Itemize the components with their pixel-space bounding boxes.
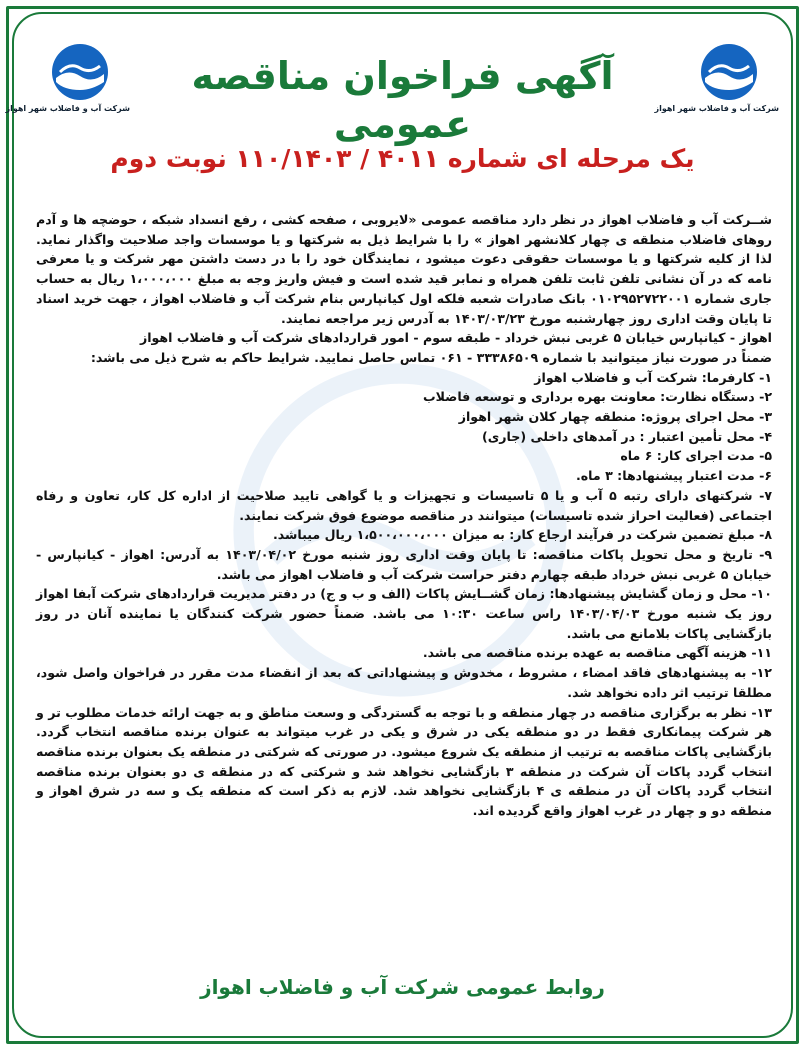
condition-item: ۴- محل تأمین اعتبار : در آمدهای داخلی (جاری) xyxy=(481,428,772,444)
contact-line: ضمناً در صورت نیاز میتوانید با شماره ۳۳۳۸۶۵۰۹ - ۰۶۱ تماس حاصل نمایید. شرایط حاکم به شرح ذیل می باشد: xyxy=(90,349,772,365)
water-logo-icon xyxy=(699,42,759,102)
condition-item: ۱۰- محل و زمان گشایش پیشنهادها: زمان گشــایش پاکات (الف و ب و ج) در دفتر مدیریت قراردادهای شرکت آبفا اهواز روز یک شنبه مورخ ۱۴۰۳/۰۴/۰۳ راس ساعت ۱۰:۳۰ می باشد. ضمناً حضور شرکت کنندگان یا نماینده آنان در روز بازگشایی پاکات بلامانع می باشد. xyxy=(36,586,772,641)
company-logo-right xyxy=(654,42,779,122)
condition-item: ۳- محل اجرای پروژه: منطقه چهار کلان شهر اهواز xyxy=(458,409,772,425)
condition-item: ۶- مدت اعتبار پیشنهادها: ۳ ماه. xyxy=(575,468,772,484)
condition-item: ۱۱- هزینه آگهی مناقصه به عهده برنده مناقصه می باشد. xyxy=(422,645,772,661)
announcement-body xyxy=(36,210,772,821)
condition-item: ۵- مدت اجرای کار: ۶ ماه xyxy=(620,448,772,464)
condition-item: ۸- مبلغ تضمین شرکت در فرآیند ارجاع کار: به میزان ۱،۵۰۰،۰۰۰،۰۰۰ ریال میباشد. xyxy=(272,527,772,543)
condition-item: ۱۳- نظر به برگزاری مناقصه در چهار منطقه و با توجه به گستردگی و وسعت مناطق و به جهت ارائه خدمات مطلوب تر و هر شرکت پیمانکاری فقط در دو منطقه یکی در شرق و یکی در غرب میتواند به عنوان برنده مناقصه انتخاب گردد. بازگشایی پاکات مناقصه به ترتیب از منطقه یک شروع میشود. در صورتی که شرکتی در منطقه یک بعنوان برنده مناقصه انتخاب گردد پاکات آن شرکت در منطقه ۳ بازگشایی نخواهد شد و شرکتی که در منطقه ی دو بعنوان برنده مناقصه انتخاب گردد پاکات آن در منطقه ی ۴ بازگشایی نخواهد شد. لازم به ذکر است که منطقه یک و سه در شرق اهواز و منطقه دو و چهار در غرب اهواز واقع گردیده اند. xyxy=(36,704,772,819)
condition-item: ۱- کارفرما: شرکت آب و فاضلاب اهواز xyxy=(534,369,772,385)
footer-signature: روابط عمومی شرکت آب و فاضلاب اهواز xyxy=(200,975,605,999)
water-logo-icon xyxy=(50,42,110,102)
condition-item: ۲- دستگاه نظارت: معاونت بهره برداری و توسعه فاضلاب xyxy=(422,389,772,405)
intro-paragraph: شــرکت آب و فاضلاب اهواز در نظر دارد مناقصه عمومی «لایروبی ، صفحه کشی ، رفع انسداد شبکه ، حوضچه ها و آدم روهای فاضلاب منطقه ی چهار کلانشهر اهواز » را با شرایط ذیل به شرکتها و یا موسسات واجد صلاحیت واگذار نماید. لذا از کلیه شرکتها و یا موسسات حقوقی دعوت میشود ، نمایندگان خود را با در دست داشتن مهر شرکت و یا معرفی نامه که در آن نشانی تلفن ثابت تلفن همراه و نمابر قید شده است و فیش واریز وجه به مبلغ ۱،۰۰۰،۰۰۰ ریال به حساب جاری شماره ۰۱۰۲۹۵۲۷۲۲۰۰۱ بانک صادرات شعبه فلکه اول کیانپارس بنام شرکت آب و فاضلاب اهواز ، جهت خرید اسناد تا پایان وقت اداری روز چهارشنبه مورخ ۱۴۰۳/۰۳/۲۳ به آدرس زیر مراجعه نمایند. xyxy=(36,212,772,326)
tender-number: یک مرحله ای شماره ۴۰۱۱ / ۱۱۰/۱۴۰۳ نوبت دوم xyxy=(110,144,695,173)
company-logo-left xyxy=(5,42,130,122)
condition-item: ۷- شرکتهای دارای رتبه ۵ آب و یا ۵ تاسیسات و تجهیزات و یا گواهی تایید صلاحیت از اداره کل کار، تعاون و رفاه اجتماعی (فعالیت احراز شده تاسیسات) میتوانند در مناقصه موضوع فوق شرکت نمایند. xyxy=(36,487,772,523)
address-line: اهواز - کیانپارس خیابان ۵ غربی نبش خرداد - طبقه سوم - امور قراردادهای شرکت آب و فاضلاب اهواز xyxy=(139,330,772,346)
logo-caption: شرکت آب و فاضلاب شهر اهواز xyxy=(654,104,779,113)
logo-caption: شرکت آب و فاضلاب شهر اهواز xyxy=(5,104,130,113)
page-title: آگهی فراخوان مناقصه عمومی xyxy=(191,54,614,146)
condition-item: ۹- تاریخ و محل تحویل پاکات مناقصه: تا پایان وقت اداری روز شنبه مورخ ۱۴۰۳/۰۴/۰۲ به آدرس: اهواز - کیانپارس - خیابان ۵ غربی نبش خرداد طبقه چهارم دفتر حراست شرکت آب و فاضلاب اهواز می باشد. xyxy=(36,546,772,582)
condition-item: ۱۲- به پیشنهادهای فاقد امضاء ، مشروط ، مخدوش و پیشنهاداتی که بعد از انقضاء مدت مقرر در فراخوان واصل شود، مطلقا ترتیب اثر داده نخواهد شد. xyxy=(36,665,772,700)
